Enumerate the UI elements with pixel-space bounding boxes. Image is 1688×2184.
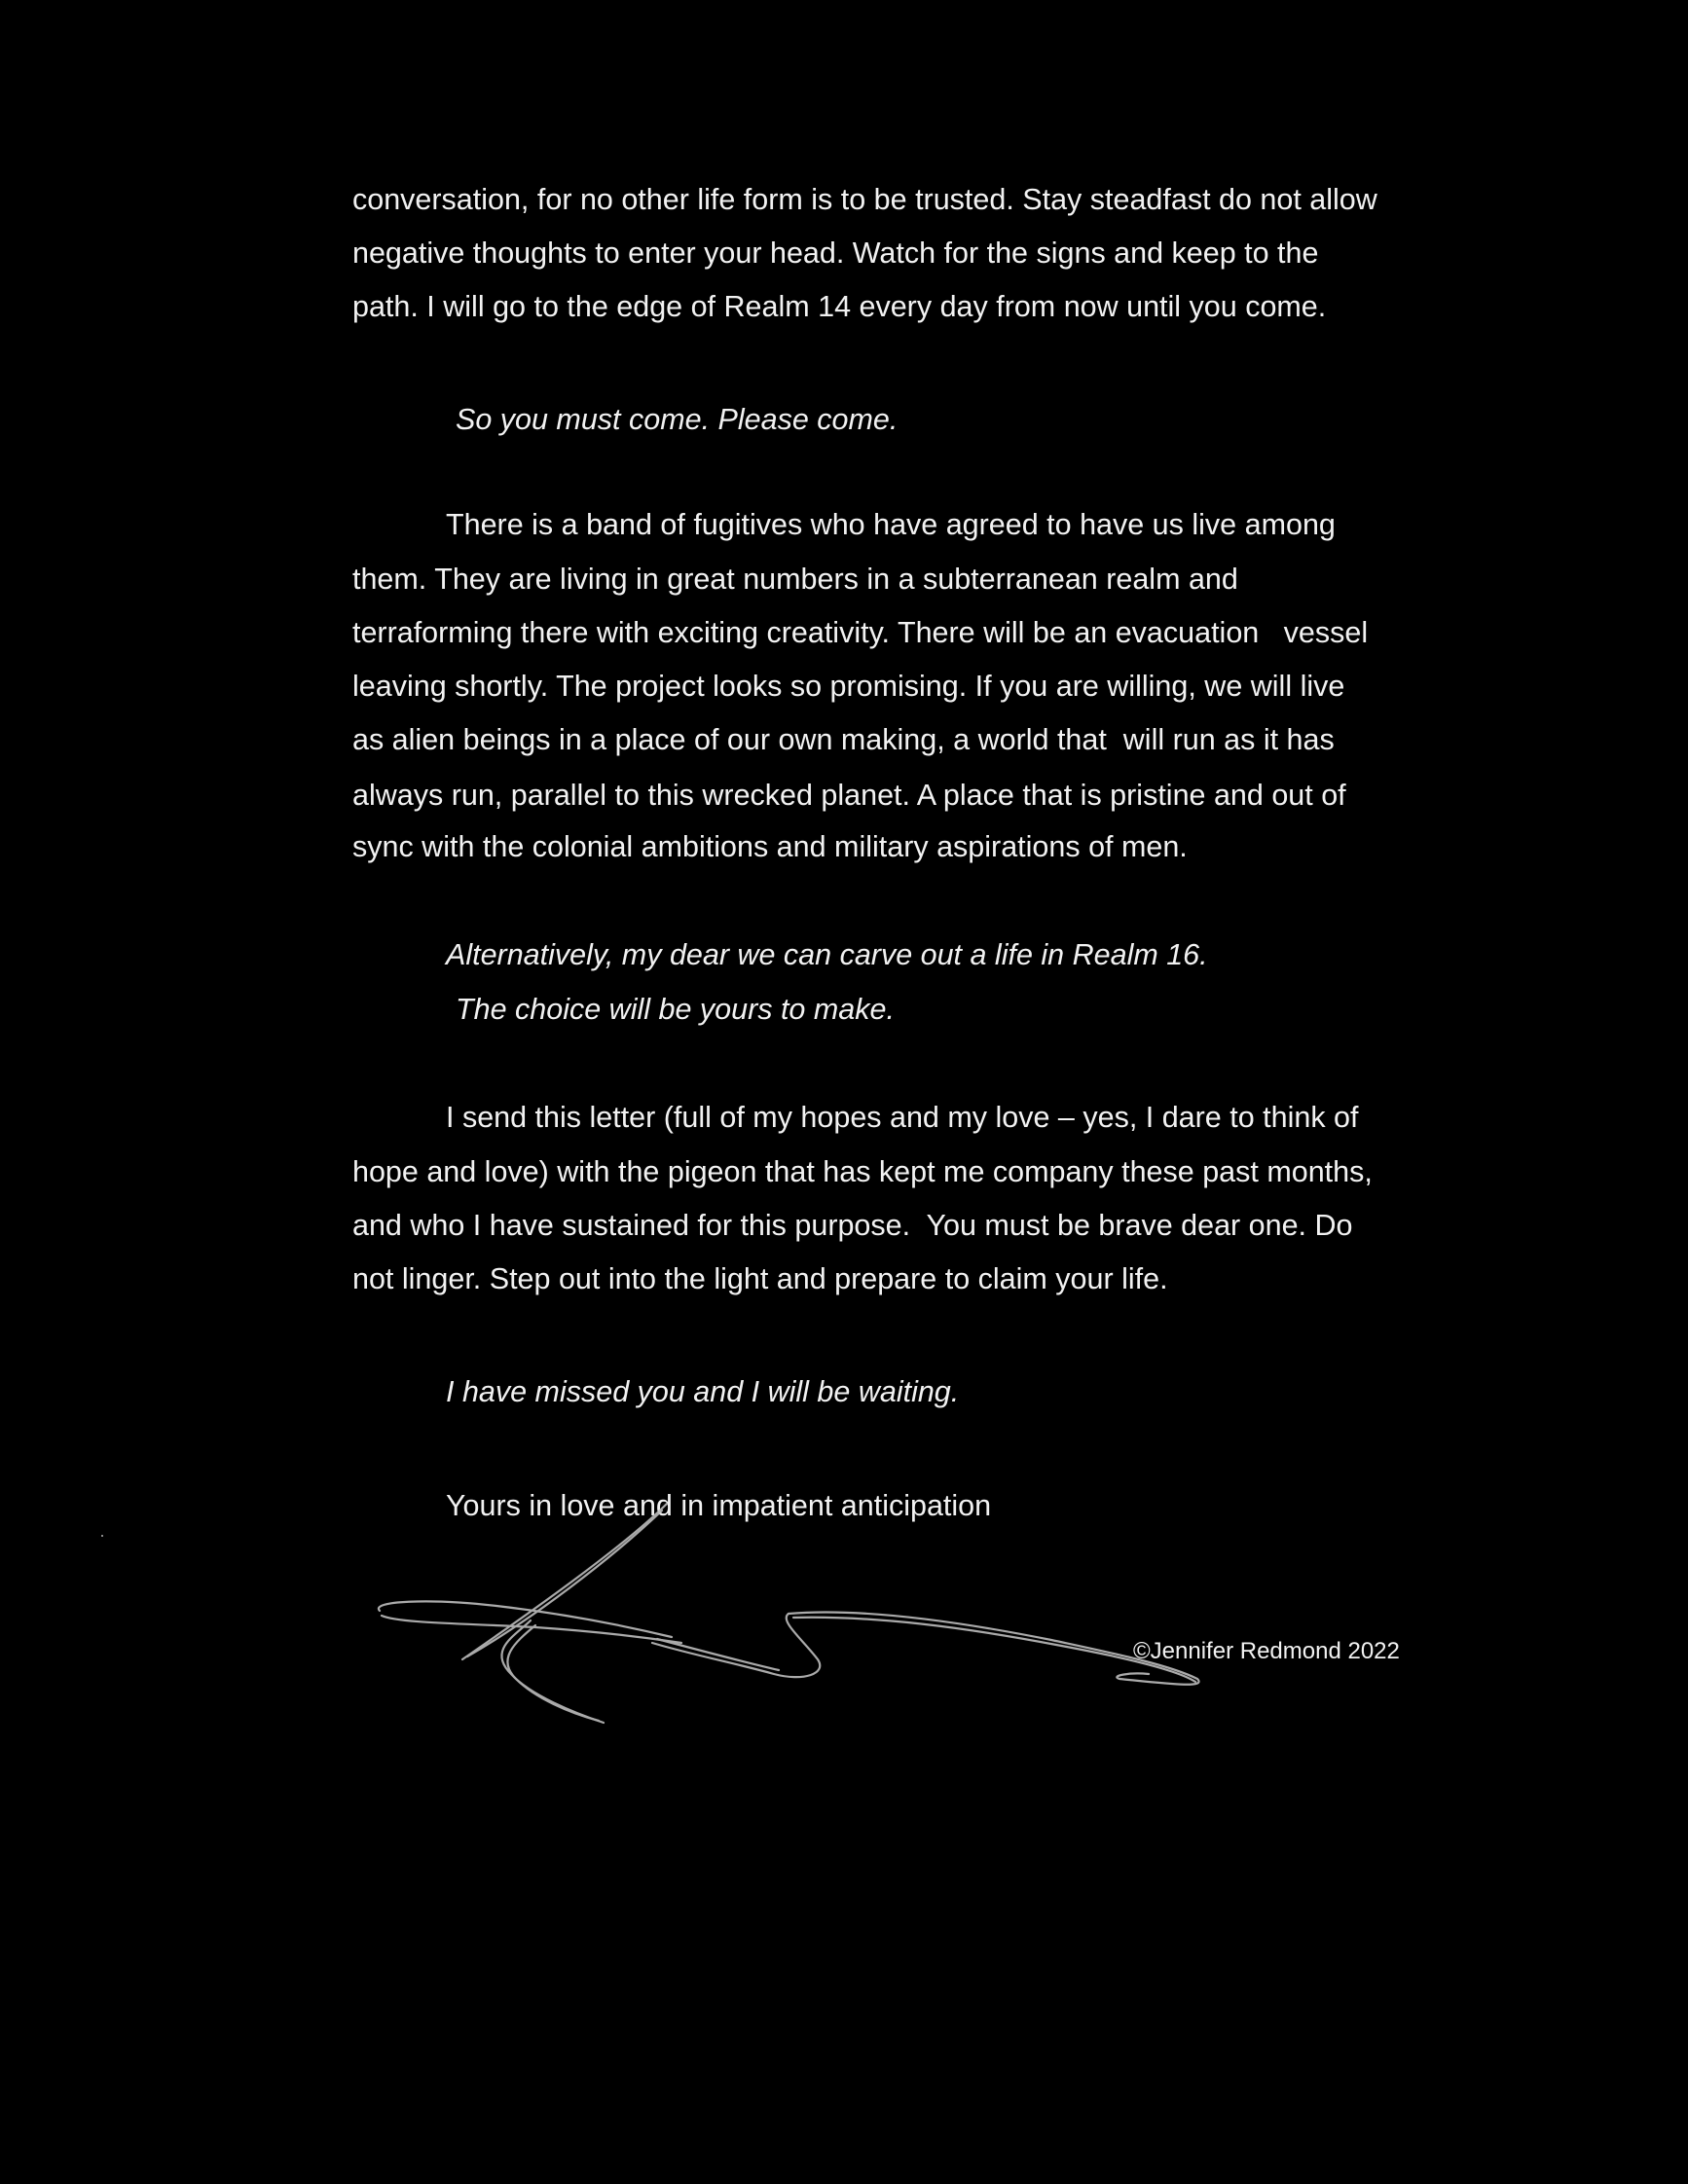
italic-line: Alternatively, my dear we can carve out a life in Realm 16. — [446, 938, 1208, 971]
signature-image — [370, 1489, 1227, 1752]
letter-line: hope and love) with the pigeon that has kept me company these past months, — [352, 1155, 1373, 1188]
letter-line: and who I have sustained for this purpose. You must be brave dear one. Do — [352, 1209, 1353, 1242]
letter-line: sync with the colonial ambitions and military aspirations of men. — [352, 830, 1188, 863]
letter-line: as alien beings in a place of our own making, a world that will run as it has — [352, 723, 1335, 756]
letter-line: negative thoughts to enter your head. Watch for the signs and keep to the — [352, 237, 1319, 270]
italic-line: The choice will be yours to make. — [456, 993, 895, 1026]
letter-line: them. They are living in great numbers in a subterranean realm and — [352, 563, 1238, 596]
italic-line: I have missed you and I will be waiting. — [446, 1375, 960, 1408]
speck-mark — [101, 1535, 103, 1537]
letter-line: terraforming there with exciting creativity. There will be an evacuation vessel — [352, 616, 1369, 649]
letter-line: There is a band of fugitives who have agreed to have us live among — [446, 508, 1336, 541]
letter-line: I send this letter (full of my hopes and my love – yes, I dare to think of — [446, 1101, 1359, 1134]
copyright-notice: ©Jennifer Redmond 2022 — [1133, 1638, 1400, 1664]
letter-line: leaving shortly. The project looks so promising. If you are willing, we will live — [352, 670, 1345, 703]
letter-line: path. I will go to the edge of Realm 14 every day from now until you come. — [352, 290, 1327, 323]
closing-line: Yours in love and in impatient anticipation — [446, 1489, 992, 1522]
letter-line: conversation, for no other life form is to be trusted. Stay steadfast do not allow — [352, 183, 1377, 216]
letter-line: always run, parallel to this wrecked planet. A place that is pristine and out of — [352, 779, 1346, 812]
letter-line: not linger. Step out into the light and prepare to claim your life. — [352, 1262, 1168, 1295]
italic-line: So you must come. Please come. — [456, 403, 899, 436]
